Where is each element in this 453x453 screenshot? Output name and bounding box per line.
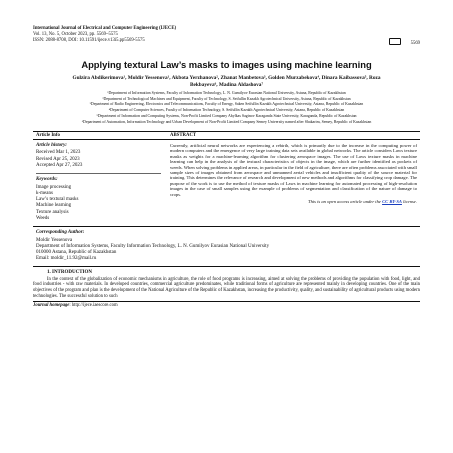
keyword: Weeds [36, 216, 50, 221]
page-number: 5569 [410, 41, 420, 46]
page-footer [33, 301, 420, 309]
author-list: Gulzira Abdikerimova¹, Moldir Yessenova¹, Akbota Yerzhanova², Zhanat Manbetova³, Golden Murzabekova⁴, Dinara Kaibassova⁵, Roza Bekbayeva⁶, Madina Aldashova⁷ [72, 75, 381, 88]
author-department: Department of Information Systems, Faculty Information Technology, L. N. Gumilyov Eurasian National University [36, 244, 270, 250]
affiliation: ²Department of Technological Machines and Equipment, Faculty of Technology, S. Seifullin Kazakh Agrotechnical University, Astana, Republic of Kazakhstan [102, 96, 351, 101]
divider [36, 173, 161, 174]
affiliations [33, 91, 420, 125]
license-note [170, 199, 417, 204]
received-date: Received Mar 1, 2023 [36, 150, 81, 156]
abstract-heading: ABSTRACT [170, 133, 197, 139]
info-header-bar [33, 131, 420, 140]
keywords-label: Keywords: [36, 177, 58, 183]
article-info [33, 140, 164, 222]
author-email[interactable]: Email: moldir_11.92@mail.ru [36, 256, 97, 262]
author-name: Moldir Yessenova [36, 238, 73, 244]
journal-header [33, 26, 420, 47]
section-heading: 1. INTRODUCTION [47, 270, 93, 276]
article-info-heading: Article Info [36, 133, 60, 139]
journal-issn: ISSN: 2088-8708, DOI: 10.11591/ijece.v13i5.pp5569-5575 [33, 38, 145, 43]
homepage-url[interactable]: : http://ijece.iaescore.com [69, 303, 118, 309]
info-columns [33, 140, 420, 222]
homepage-label: Journal homepage [33, 303, 70, 309]
history-label: Article history: [36, 143, 67, 149]
introduction-section [33, 266, 420, 299]
keyword: k-means [36, 190, 53, 196]
license-link[interactable]: CC BY-SA [382, 199, 402, 205]
keyword: Texture analysis [36, 209, 69, 215]
license-prefix: This is an open access article under the [308, 199, 383, 205]
abstract-text: Currently, artificial neural networks are experiencing a rebirth, which is primarily due to the increase in the computing power of modern computers and the emergence of very large training data sets available in global networks. The article considers Laws texture masks as weights for a machine-learning algorithm for clustering aerospace images. The use of Laws texture masks in machine learning can help in the analysis of the textural characteristics of objects in the image, which are further identified as pockets of weeds. When solving problems in applied areas, in particular in the field of agriculture, there are often problems associated with small sample sizes of images obtained from aerospace and unmanned aerial vehicles and insufficient quality of the source material for training. This determines the relevance of research and development of new methods and algorithms for classifying crop damage. The purpose of the work is to use the method of texture masks of Laws in machine learning for automated processing of high-resolution images in the case of small samples using the example of problems of segmentation and classification of the nature of damage to crops. [170, 143, 417, 197]
keyword: Machine learning [36, 203, 72, 209]
open-access-icon [389, 38, 401, 45]
affiliation: ³Department of Radio Engineering, Electronics and Telecommunications, Faculty of Energy, Saken Seifullin Kazakh Agrotechnical University, Astana, Republic of Kazakhstan [89, 102, 364, 107]
license-suffix: license. [401, 199, 417, 205]
author-address: 010000 Astana, Republic of Kazakhstan [36, 250, 117, 256]
abstract [164, 140, 420, 222]
revised-date: Revised Apr 25, 2023 [36, 156, 80, 162]
affiliation: ⁵Department of Information and Computing Systems, Non-Profit Limited Company Abylkas Saginov Karaganda State University, Karaganda, Republic of Kazakhstan [96, 114, 357, 119]
journal-volume: Vol. 13, No. 5, October 2023, pp. 5569~5575 [33, 32, 118, 37]
accepted-date: Accepted Apr 27, 2023 [36, 162, 83, 168]
paper-page [33, 26, 420, 309]
affiliation: ⁴Department of Computer Sciences, Faculty of Information Technology, S. Seifullin Kazakh Agrotechnical University, Astana, Republic of Kazakhstan [108, 108, 345, 113]
paper-title: Applying textural Law’s masks to images using machine learning [81, 59, 372, 70]
affiliation: ¹Department of Information Systems, Faculty of Information Technology, L. N. Gumilyov Eurasian National University, Astana, Republic of Kazakhstan [107, 90, 346, 95]
section-text: In the context of the globalization of economic mechanisms in agriculture, the role of food programs is increasing, aimed at solving the problems of providing the population with food, light, and food industries - with raw materials. In developed countries, commercial agriculture predominates, while traditional forms of agriculture are represented mainly in developing countries. One of the main objectives of the program and plan is the development of the National Agriculture of the Republic of Kazakhstan, increasing the productivity, quality, and sustainability of agricultural products using modern technologies. The successful solution to such [33, 276, 420, 299]
corresponding-label: Corresponding Author: [36, 230, 85, 236]
keyword: Image processing [36, 184, 72, 190]
journal-name: International Journal of Electrical and Computer Engineering (IJECE) [33, 26, 177, 31]
corresponding-author [33, 227, 420, 262]
affiliation: ⁶Department of Automation, Information Technology and Urban Development of Non-Profit Limited Company Semey University named after Shakarim, Semey, Republic of Kazakhstan [81, 120, 372, 125]
keyword: Law’s textural masks [36, 197, 79, 203]
